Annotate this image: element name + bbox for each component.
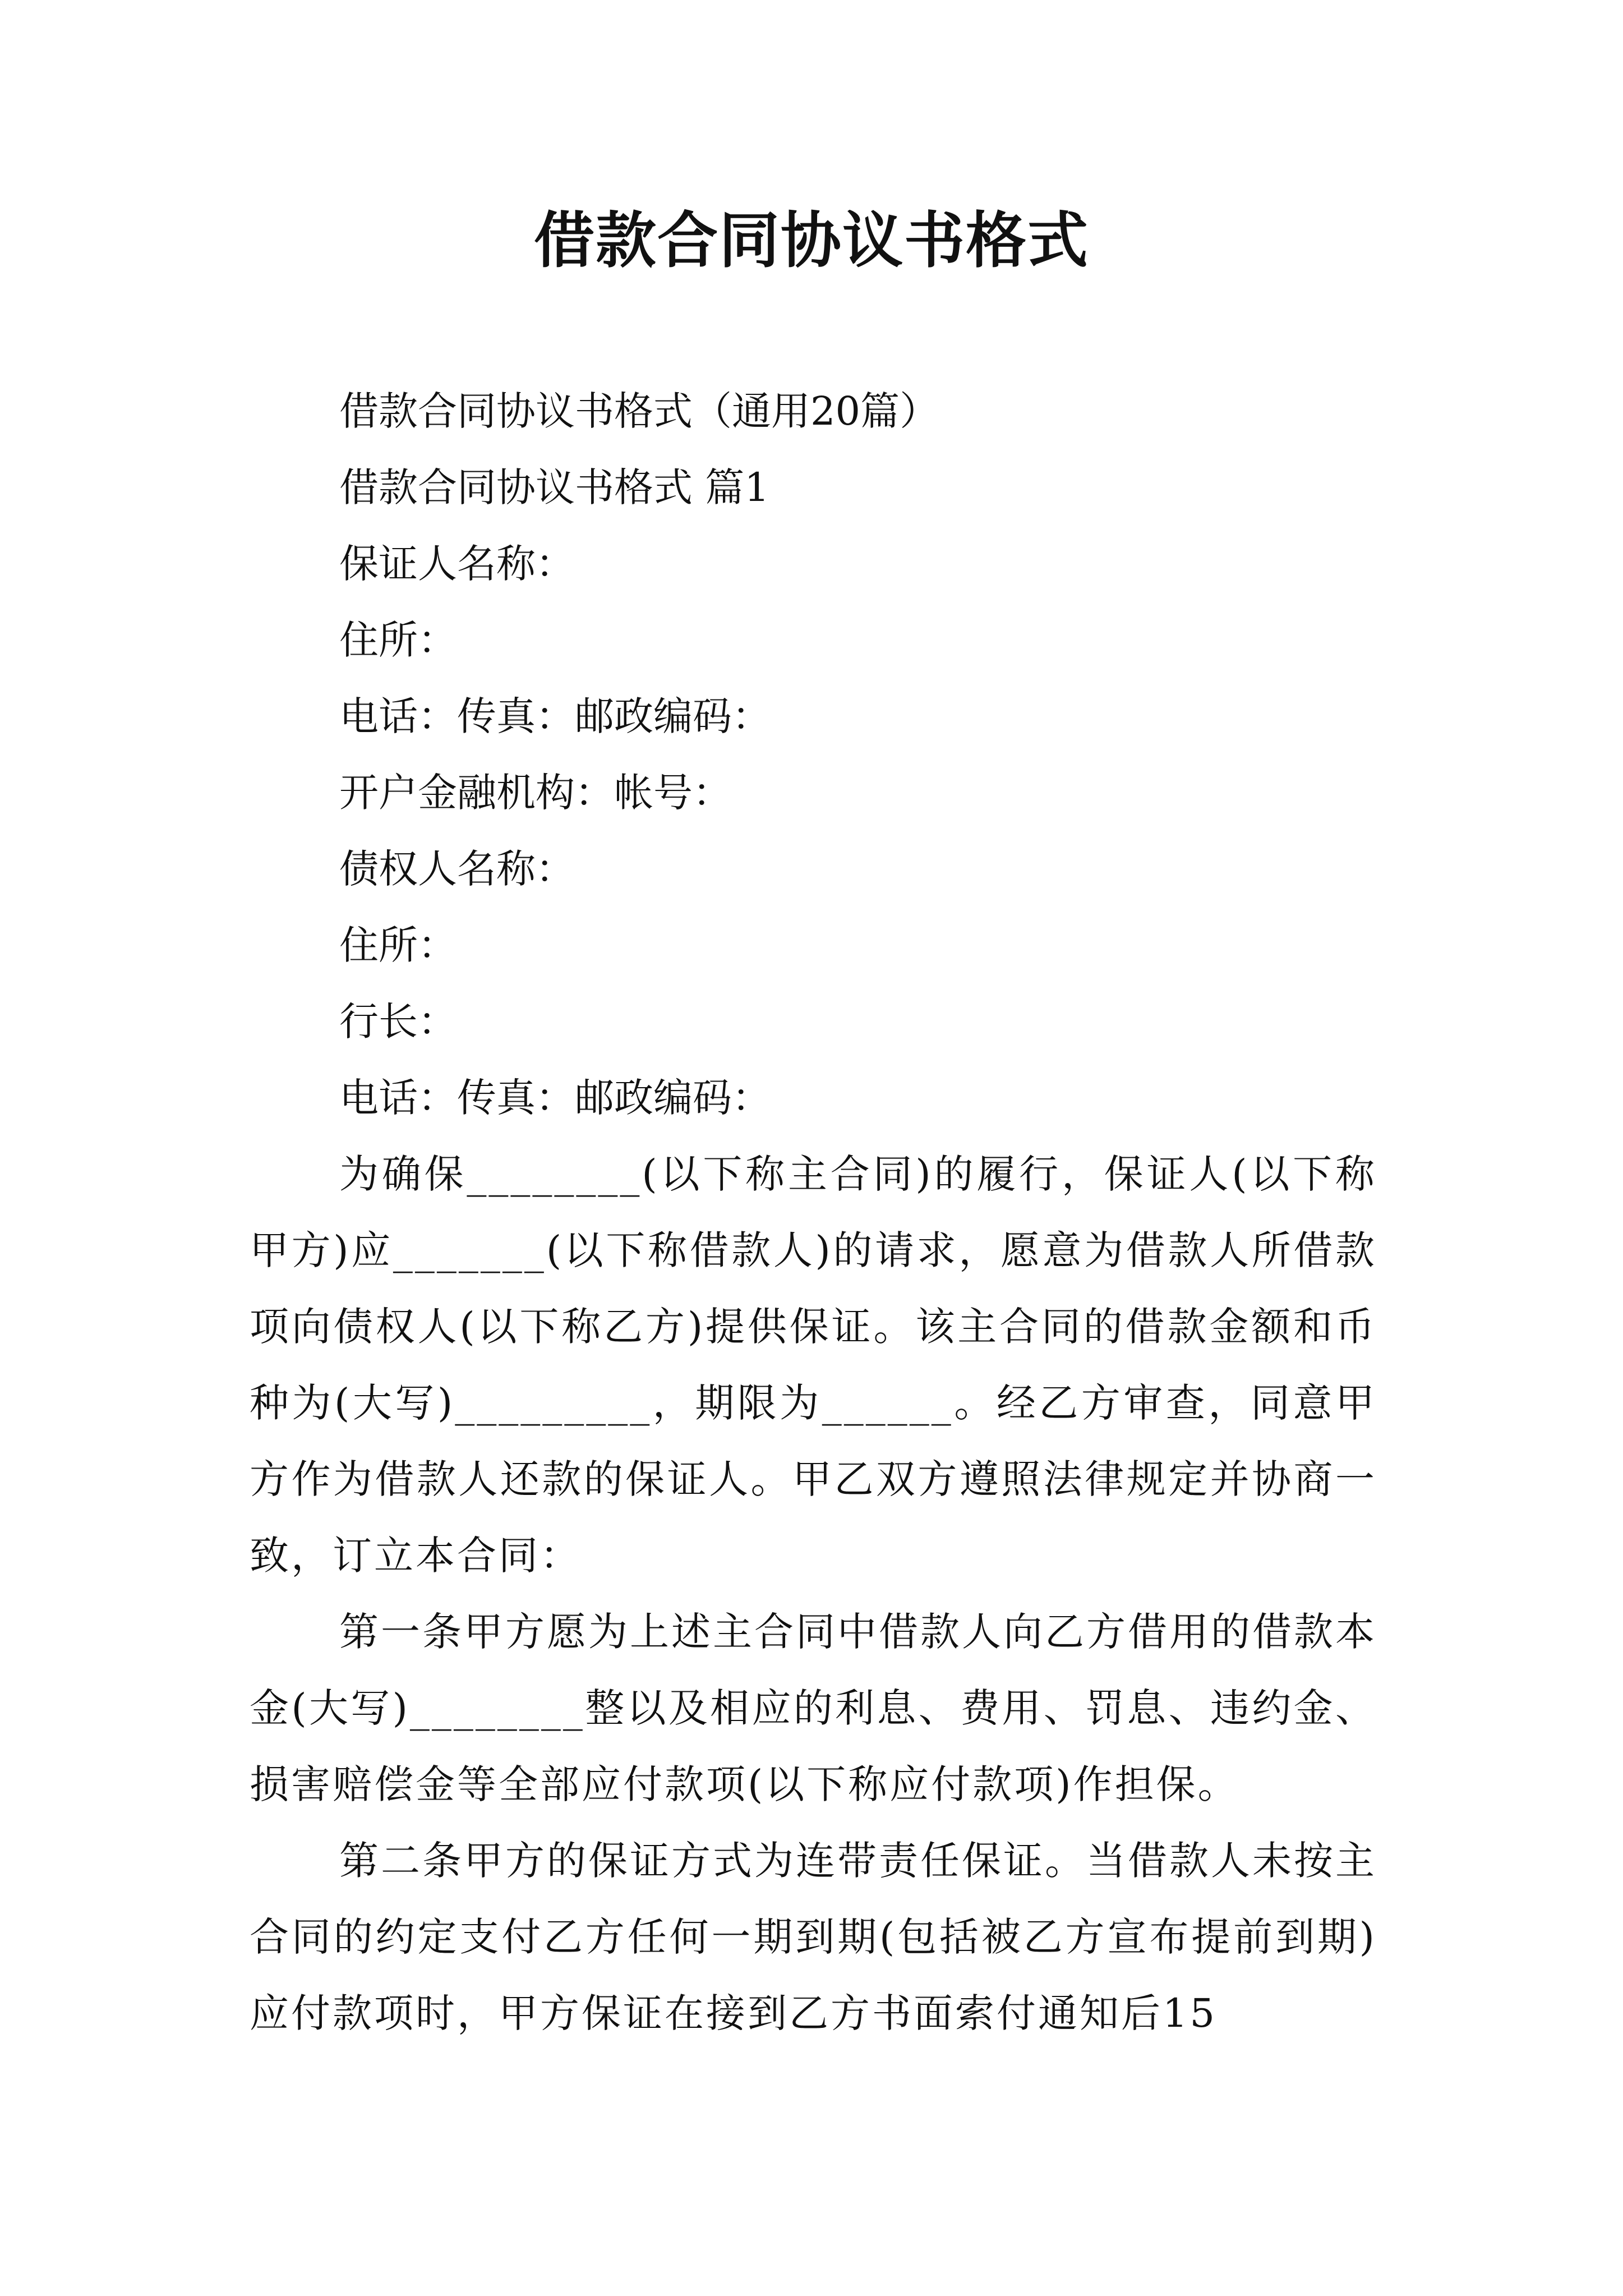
guarantor-contact-line: 电话：传真：邮政编码： xyxy=(339,693,771,739)
creditor-contact-line: 电话：传真：邮政编码： xyxy=(339,1075,771,1121)
president-line: 行长： xyxy=(339,999,457,1045)
creditor-address-line: 住所： xyxy=(339,922,457,968)
guarantor-address-line: 住所： xyxy=(339,617,457,663)
article-2-paragraph: 第二条甲方的保证方式为连带责任保证。当借款人未按主合同的约定支付乙方任何一期到期(包括被乙方宣布提前到期)应付款项时，甲方保证在接到乙方书面索付通知后15 xyxy=(250,1838,1377,2036)
creditor-name-line: 债权人名称： xyxy=(339,846,575,892)
guarantor-name-line: 保证人名称： xyxy=(339,541,575,587)
document-title: 借款合同协议书格式 xyxy=(533,206,1089,276)
bank-account-line: 开户金融机构：帐号： xyxy=(339,770,732,816)
article-1-paragraph: 第一条甲方愿为上述主合同中借款人向乙方借用的借款本金(大写)________整以及相应的利息、费用、罚息、违约金、损害赔偿金等全部应付款项(以下称应付款项)作担保。 xyxy=(250,1609,1377,1807)
document-body xyxy=(250,373,1377,2051)
section-heading: 借款合同协议书格式 篇1 xyxy=(339,464,769,510)
preamble-paragraph: 为确保________(以下称主合同)的履行，保证人(以下称甲方)应_______(以下称借款人)的请求，愿意为借款人所借款项向债权人(以下称乙方)提供保证。该主合同的借款金额和币种为(大写)_________，期限为______。经乙方审查，同意甲方作为借款人还款的保证人。甲乙双方遵照法律规定并协商一致，订立本合同： xyxy=(250,1151,1377,1579)
subtitle-line: 借款合同协议书格式（通用20篇） xyxy=(339,388,939,434)
